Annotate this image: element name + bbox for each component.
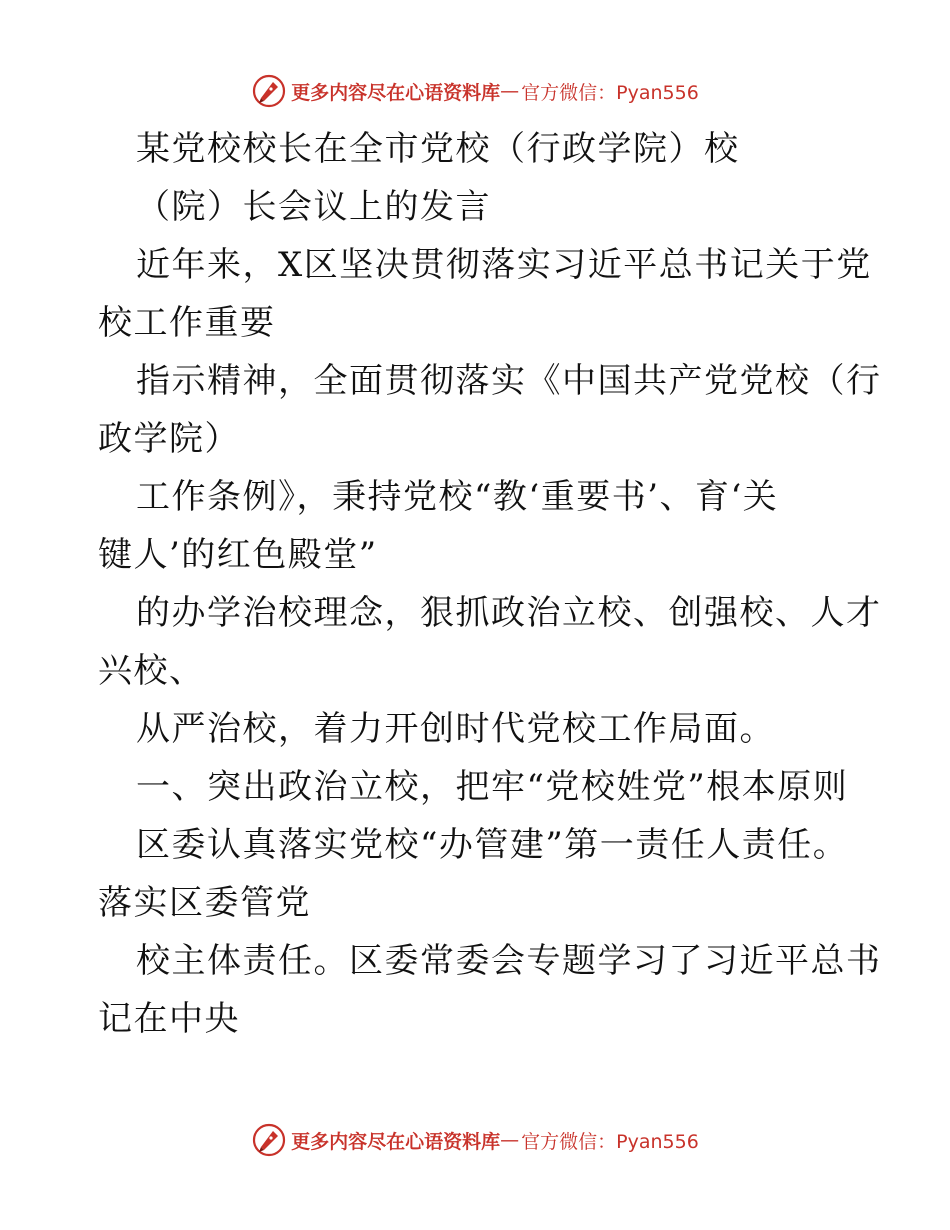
doc-line: 记在中央 (98, 999, 240, 1039)
doc-line: 区委认真落实党校“办管建”第一责任人责任。 (136, 825, 849, 865)
doc-line: 兴校、 (98, 651, 205, 691)
banner-text: 更多内容尽在心语资料库 (291, 81, 501, 104)
doc-line: 校工作重要 (98, 303, 276, 343)
banner-wechat: 官方微信：Pyan556 (521, 1130, 699, 1153)
doc-line: 近年来，X区坚决贯彻落实习近平总书记关于党 (136, 245, 872, 285)
doc-line: 指示精神，全面贯彻落实《中国共产党党校（行 (136, 361, 882, 401)
doc-line: 键人’的红色殿堂” (98, 535, 378, 575)
doc-line: （院）长会议上的发言 (136, 187, 491, 227)
doc-line: 落实区委管党 (98, 883, 311, 923)
doc-line: 政学院） (98, 419, 240, 459)
banner-dash: — (500, 1129, 520, 1151)
banner-wechat: 官方微信：Pyan556 (521, 81, 699, 104)
doc-line: 校主体责任。区委常委会专题学习了习近平总书 (136, 941, 882, 981)
pen-nib-logo-icon (251, 73, 287, 109)
doc-line: 的办学治校理念，狠抓政治立校、创强校、人才 (136, 593, 882, 633)
banner-dash: — (500, 80, 520, 102)
pen-nib-logo-icon (251, 1122, 287, 1158)
doc-line: 从严治校，着力开创时代党校工作局面。 (136, 709, 775, 749)
doc-line: 某党校校长在全市党校（行政学院）校 (136, 129, 740, 169)
doc-line: 一、突出政治立校，把牢“党校姓党”根本原则 (136, 767, 849, 807)
footer-banner (0, 1120, 950, 1160)
banner-text: 更多内容尽在心语资料库 (291, 1130, 501, 1153)
document-body (98, 120, 882, 1048)
doc-line: 工作条例》，秉持党校“教‘重要书’、育‘关 (136, 477, 779, 517)
header-banner (0, 71, 950, 111)
